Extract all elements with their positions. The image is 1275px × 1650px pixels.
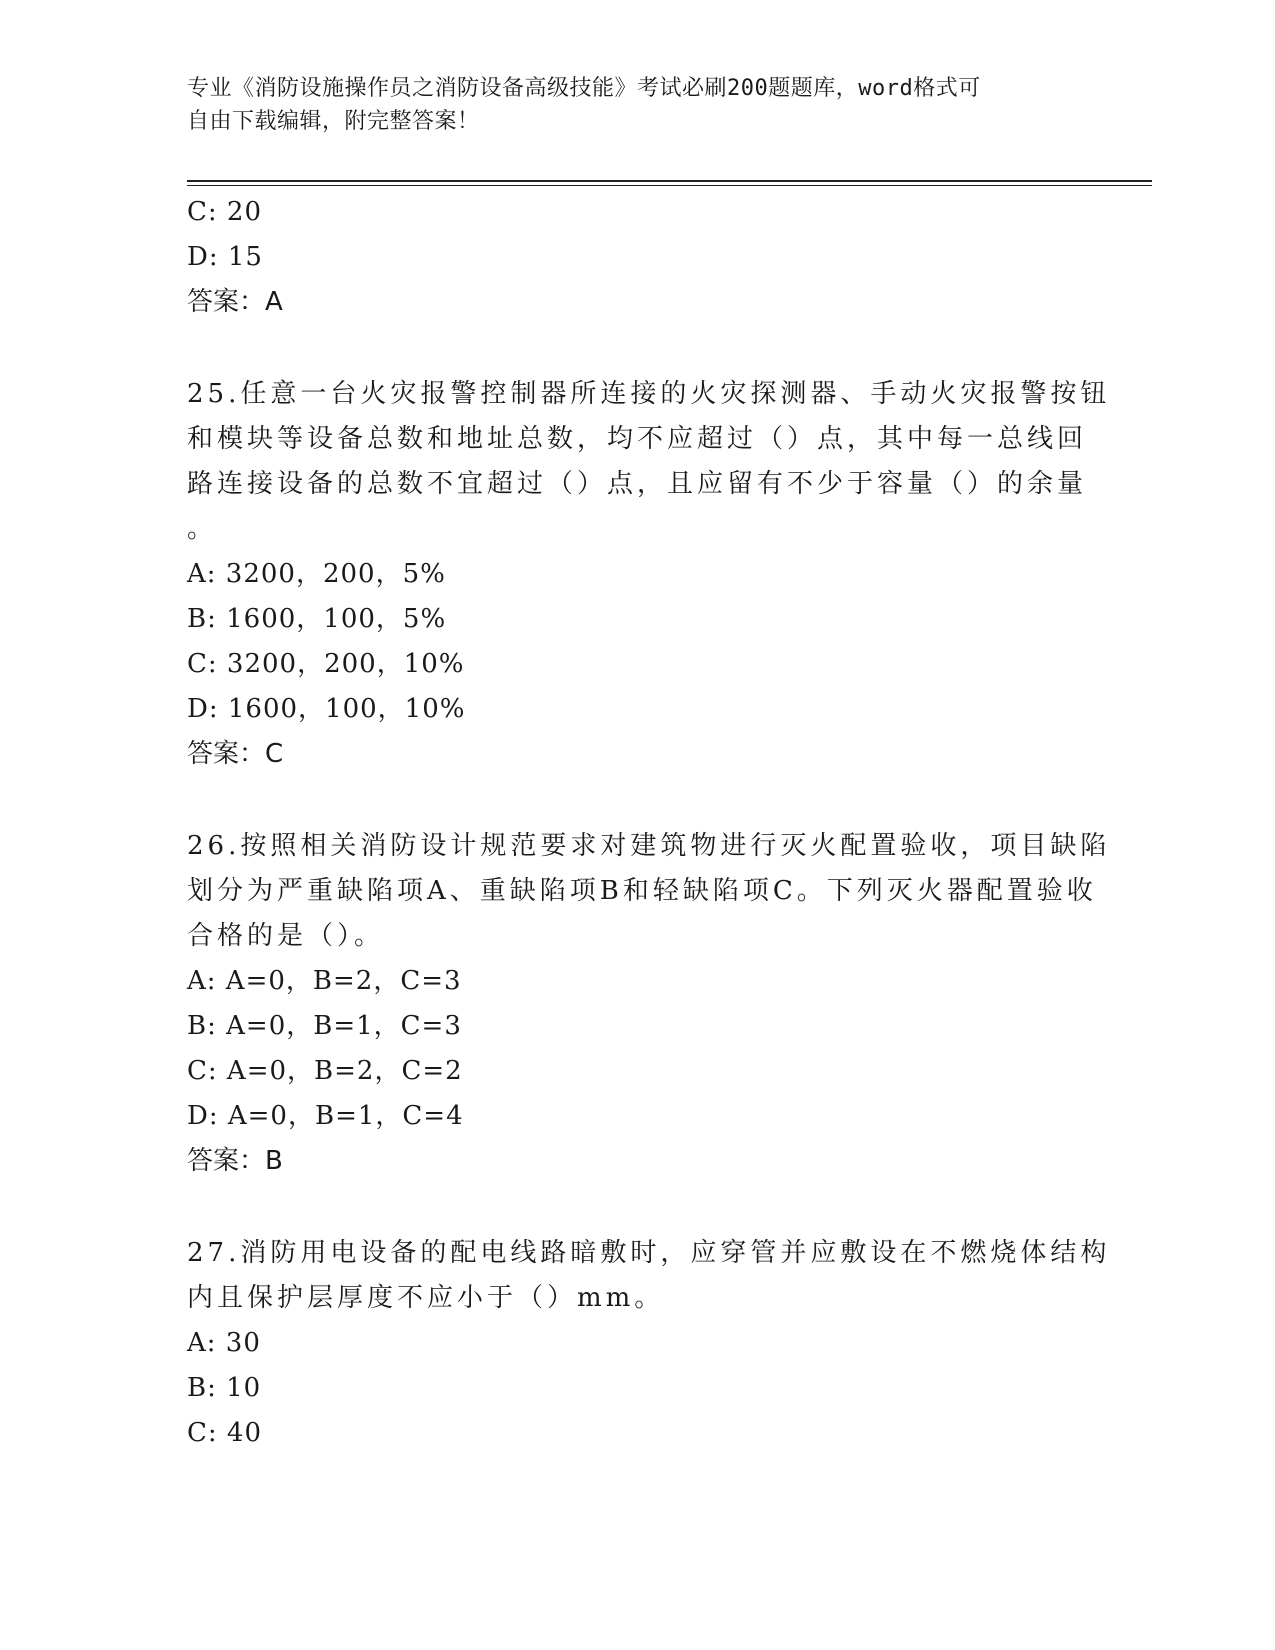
spacer [187, 1184, 1087, 1231]
header-divider-thin [187, 185, 1152, 186]
question-content [187, 190, 1111, 1456]
header-line-1: 专业《消防设施操作员之消防设备高级技能》考试必刷200题题库，word格式可 [187, 76, 981, 101]
stem-line: 路连接设备的总数不宜超过（）点，且应留有不少于容量（）的余量 [187, 469, 1088, 499]
option-b: B: A=0，B=1，C=3 [187, 1011, 462, 1041]
stem-line: 内且保护层厚度不应小于（）mm。 [187, 1283, 665, 1313]
answer-line: 答案：A [187, 287, 283, 317]
question-27 [187, 1231, 1111, 1456]
option-b: B: 10 [187, 1373, 262, 1403]
option-c: C: A=0，B=2，C=2 [187, 1056, 463, 1086]
option-c: C: 40 [187, 1418, 263, 1448]
stem-line: 26.按照相关消防设计规范要求对建筑物进行灭火配置验收，项目缺陷 [187, 831, 1111, 861]
question-stem [187, 372, 1111, 552]
answer-line: 答案：B [187, 1146, 283, 1176]
spacer [187, 777, 1087, 824]
stem-line: 27.消防用电设备的配电线路暗敷时，应穿管并应敷设在不燃烧体结构 [187, 1238, 1111, 1268]
stem-line: 和模块等设备总数和地址总数，均不应超过（）点，其中每一总线回 [187, 424, 1088, 454]
stem-line: 。 [187, 514, 218, 544]
question-stem [187, 824, 1111, 959]
stem-line: 划分为严重缺陷项A、重缺陷项B和轻缺陷项C。下列灭火器配置验收 [187, 876, 1097, 906]
page-header [187, 72, 1067, 138]
option-c: C: 3200，200，10% [187, 649, 465, 679]
question-25 [187, 372, 1111, 777]
header-line-2: 自由下载编辑，附完整答案！ [187, 109, 480, 134]
spacer [187, 325, 1087, 372]
option-b: B: 1600，100，5% [187, 604, 447, 634]
question-stem [187, 1231, 1111, 1321]
option-d: D: A=0，B=1，C=4 [187, 1101, 464, 1131]
prev-question [187, 190, 1087, 325]
answer-line: 答案：C [187, 739, 284, 769]
option-d: D: 15 [187, 242, 263, 272]
option-a: A: A=0，B=2，C=3 [187, 966, 462, 996]
option-a: A: 3200，200，5% [187, 559, 446, 589]
question-26 [187, 824, 1111, 1184]
header-divider [187, 180, 1152, 182]
stem-line: 合格的是（）。 [187, 921, 385, 951]
stem-line: 25.任意一台火灾报警控制器所连接的火灾探测器、手动火灾报警按钮 [187, 379, 1111, 409]
option-d: D: 1600，100，10% [187, 694, 466, 724]
option-a: A: 30 [187, 1328, 261, 1358]
option-c: C: 20 [187, 197, 263, 227]
